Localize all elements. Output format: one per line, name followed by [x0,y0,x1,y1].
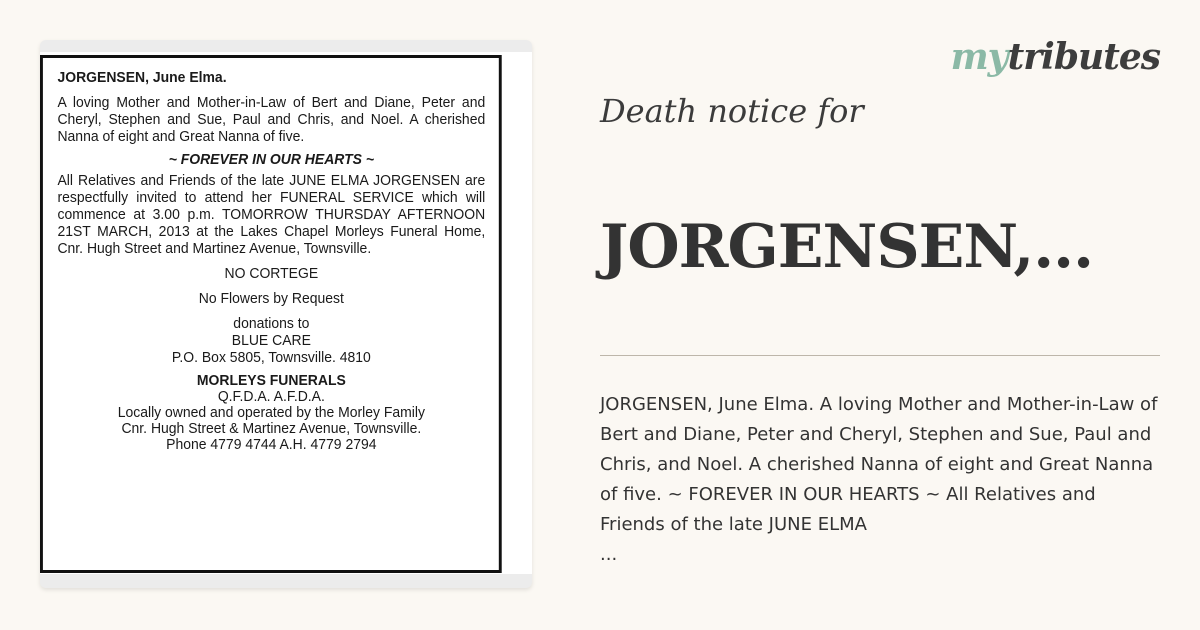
page-subtitle: Death notice for [600,92,864,130]
notice-owned: Locally owned and operated by the Morley Family [117,405,425,421]
notice-donations: donations to [233,316,310,332]
excerpt-ellipsis: ... [600,544,618,565]
death-notice-image [40,55,502,573]
notice-qfda: Q.F.D.A. A.F.D.A. [217,389,325,405]
notice-blue-care: BLUE CARE [231,333,311,349]
mytributes-logo[interactable] [951,36,1160,78]
divider [600,355,1160,356]
notice-phone: Phone 4779 4744 A.H. 4779 2794 [166,437,377,453]
notice-no-cortege: NO CORTEGE [224,266,319,282]
notice-excerpt [600,390,1160,570]
logo-my: my [950,36,1008,78]
page-title: JORGENSEN,... [600,212,1093,282]
notice-name: JORGENSEN, June Elma. [57,70,227,86]
notice-family-paragraph: A loving Mother and Mother-in-Law of Bert and Diane, Peter and Cheryl, Stephen and Sue, Paul and Chris, and Noel. A cherished Nanna of eight and Great Nanna of five. [57,95,486,145]
notice-address: Cnr. Hugh Street & Martinez Avenue, Townsville. [121,421,422,437]
notice-funerals-name: MORLEYS FUNERALS [196,373,346,389]
notice-po-box: P.O. Box 5805, Townsville. 4810 [171,350,371,366]
notice-no-flowers: No Flowers by Request [198,291,344,307]
excerpt-text: JORGENSEN, June Elma. A loving Mother and Mother-in-Law of Bert and Diane, Peter and Cheryl, Stephen and Sue, Paul and Chris, and Noel. A cherished Nanna of eight and Great Nanna of five. ~ FOREVER IN OUR HEARTS ~ All Relatives and Friends of the late JUNE ELMA [600,394,1158,535]
logo-tributes: tributes [1007,36,1160,78]
notice-funeral-paragraph: All Relatives and Friends of the late JUNE ELMA JORGENSEN are respectfully invited to attend her FUNERAL SERVICE which will commence at 3.00 p.m. TOMORROW THURSDAY AFTERNOON 21ST MARCH, 2013 at the Lakes Chapel Morleys Funeral Home, Cnr. Hugh Street and Martinez Avenue, Townsville. [57,173,486,257]
notice-forever-line: ~ FOREVER IN OUR HEARTS ~ [168,152,374,168]
